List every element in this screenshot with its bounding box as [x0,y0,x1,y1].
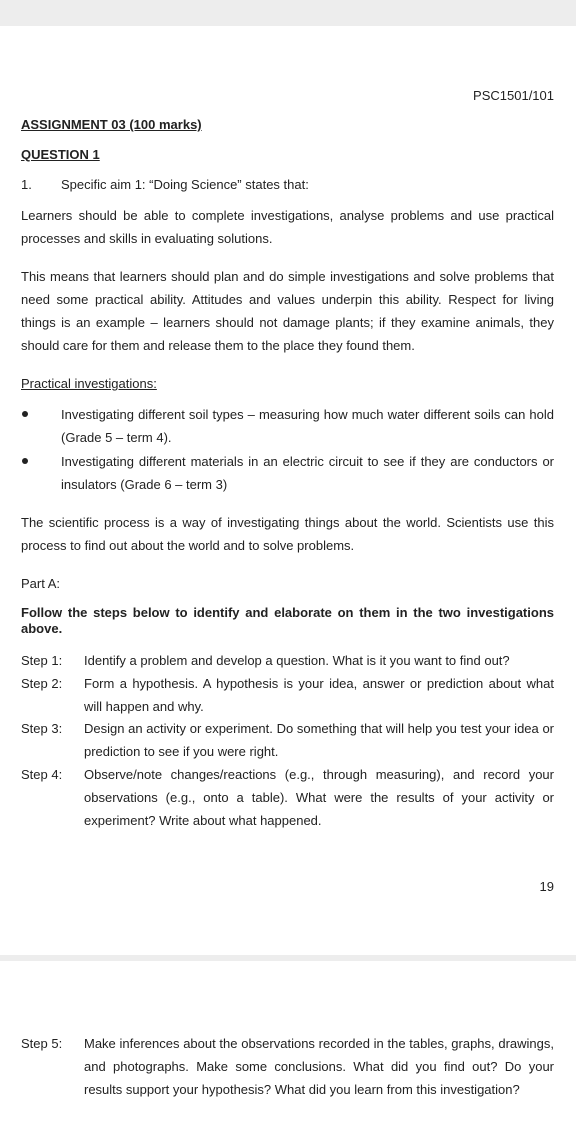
paragraph-meaning: This means that learners should plan and do simple investigations and solve problems that need some practical ability. Attitudes and values underpin this ability. Respect for living things is an example – learners should not damage plants; if they examine animals, they should care for them and release them to the place they found them. [21,269,554,353]
bullet-icon [22,411,28,417]
paragraph-aim: Learners should be able to complete investigations, analyse problems and use practical processes and skills in evaluating solutions. [21,208,554,246]
part-label: Part A: [21,576,61,591]
step-label: Step 3: [21,721,63,736]
question-title: QUESTION 1 [21,147,100,162]
paragraph-process: The scientific process is a way of investigating things about the world. Scientists use this process to find out about the world and to solve problems. [21,515,554,553]
bullet-item-soil: Investigating different soil types – measuring how much water different soils can hold (Grade 5 – term 4). [61,407,554,445]
bullet-icon [22,458,28,464]
instruction: Follow the steps below to identify and elaborate on them in the two investigations above. [21,605,554,636]
assignment-title: ASSIGNMENT 03 (100 marks) [21,117,202,132]
step-text: Design an activity or experiment. Do something that will help you test your idea or prediction to see if you were right. [84,721,554,759]
item-number: 1. [21,177,32,192]
item-text: Specific aim 1: “Doing Science” states that: [61,177,309,192]
document-page-19 [0,26,576,955]
step-text: Make inferences about the observations recorded in the tables, graphs, drawings, and photographs. Make some conclusions. What did you find out? Do your results support your hypothesis? What did you learn from this investigation? [84,1036,554,1097]
step-label: Step 2: [21,676,63,691]
document-page-20 [0,961,576,1130]
step-text: Identify a problem and develop a question. What is it you want to find out? [84,653,510,668]
step-label: Step 4: [21,767,63,782]
course-code: PSC1501/101 [473,88,554,103]
viewer-top-gap [0,0,576,26]
step-text: Observe/note changes/reactions (e.g., through measuring), and record your observations (e.g., onto a table). What were the results of your activity or experiment? Write about what happened. [84,767,554,828]
page-number: 19 [539,879,554,894]
step-label: Step 5: [21,1036,63,1051]
step-label: Step 1: [21,653,63,668]
practical-heading: Practical investigations: [21,376,157,391]
bullet-item-circuit: Investigating different materials in an electric circuit to see if they are conductors or insulators (Grade 6 – term 3) [61,454,554,492]
step-text: Form a hypothesis. A hypothesis is your idea, answer or prediction about what will happen and why. [84,676,554,714]
